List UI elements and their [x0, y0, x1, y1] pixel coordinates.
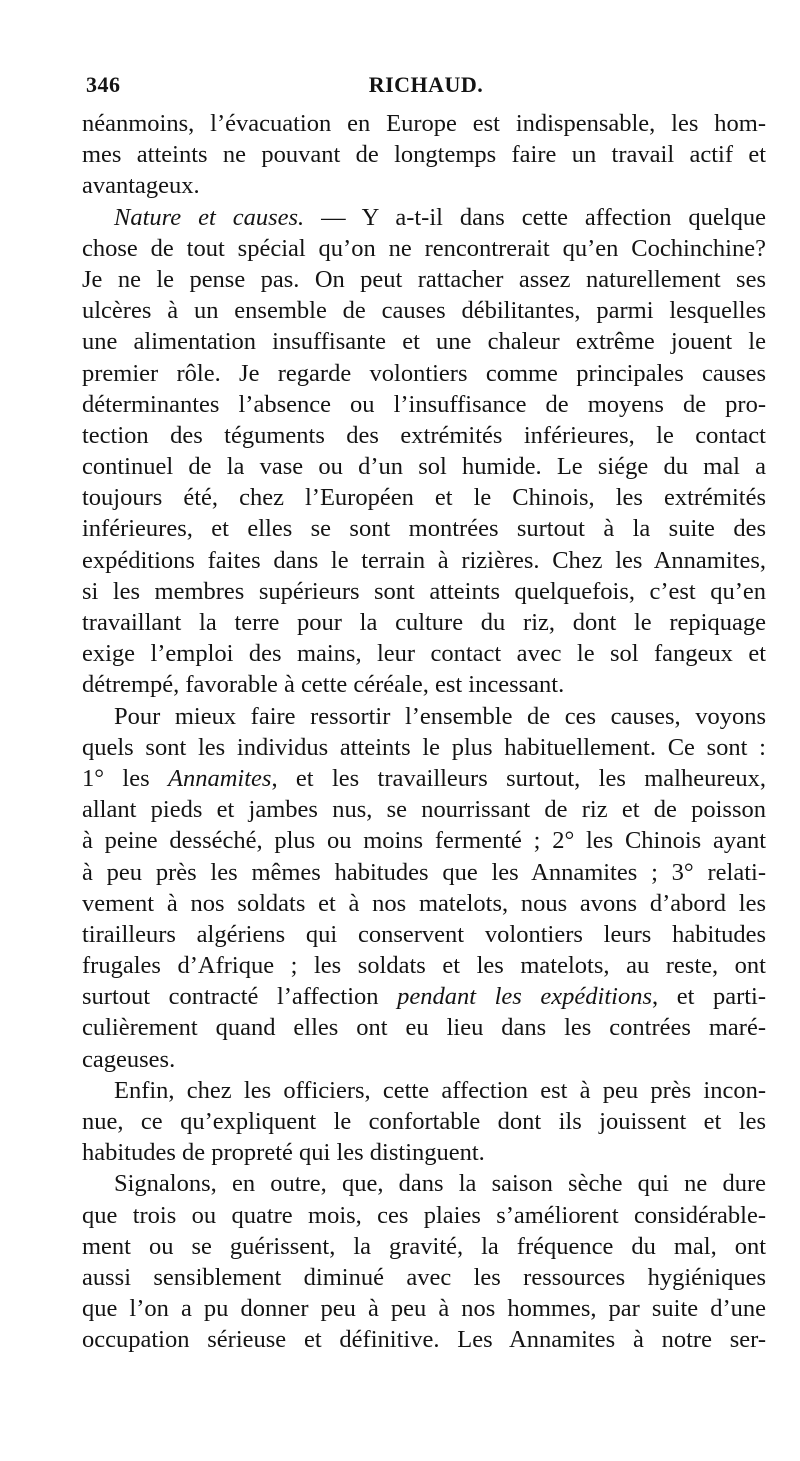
text-line — [82, 1044, 766, 1075]
text-line — [82, 1137, 766, 1168]
text-segment: mes atteints ne pouvant de longtemps faire un travail actif et — [82, 141, 766, 169]
page-number: 346 — [86, 72, 121, 97]
text-segment: habitudes de propreté qui les distinguent. — [82, 1139, 485, 1167]
text-segment: Pour mieux faire ressortir l’ensemble de ces causes, voyons — [114, 702, 766, 730]
text-segment: vement à nos soldats et à nos matelots, nous avons d’abord les — [82, 889, 766, 917]
text-line — [82, 358, 766, 389]
text-segment: occupation sérieuse et définitive. Les Annamites à notre ser- — [82, 1326, 766, 1354]
text-segment: exige l’emploi des mains, leur contact avec le sol fangeux et — [82, 640, 766, 668]
text-line — [82, 545, 766, 576]
text-line — [82, 233, 766, 264]
text-segment: culièrement quand elles ont eu lieu dans les contrées maré- — [82, 1014, 766, 1042]
text-segment: si les membres supérieurs sont atteints quelquefois, c’est qu’en — [82, 577, 766, 605]
text-segment: à peu près les mêmes habitudes que les Annamites ; 3° relati- — [82, 858, 766, 886]
text-line — [82, 108, 766, 139]
text-line — [82, 139, 766, 170]
text-segment: , et parti- — [652, 983, 766, 1011]
text-line — [82, 1075, 766, 1106]
text-segment: surtout contracté l’affection — [82, 983, 398, 1011]
text-line — [82, 888, 766, 919]
text-line — [82, 825, 766, 856]
text-segment: premier rôle. Je regarde volontiers comme principales causes — [82, 359, 766, 387]
text-line — [82, 919, 766, 950]
text-line — [82, 420, 766, 451]
text-line — [82, 638, 766, 669]
text-line — [82, 170, 766, 201]
text-line — [82, 950, 766, 981]
italic-text: Annamites — [168, 764, 272, 792]
text-line — [82, 701, 766, 732]
text-segment: — Y a-t-il dans cette affection quelque — [304, 203, 766, 231]
text-segment: 1° les — [82, 764, 168, 792]
text-line — [82, 794, 766, 825]
text-line — [82, 295, 766, 326]
text-line — [82, 264, 766, 295]
text-line — [82, 451, 766, 482]
text-line — [82, 576, 766, 607]
text-segment: Enfin, chez les officiers, cette affection est à peu près incon- — [114, 1076, 766, 1104]
italic-text: Nature et causes. — [114, 203, 305, 231]
text-segment: une alimentation insuffisante et une chaleur extrême jouent le — [82, 328, 766, 356]
text-line — [82, 981, 766, 1012]
text-segment: travaillant la terre pour la culture du riz, dont le repiquage — [82, 609, 766, 636]
text-line — [82, 607, 766, 638]
text-segment: Je ne le pense pas. On peut rattacher assez naturellement ses — [82, 265, 766, 293]
text-segment: néanmoins, l’évacuation en Europe est indispensable, les hom- — [82, 110, 766, 137]
text-segment: déterminantes l’absence ou l’insuffisance de moyens de pro- — [82, 390, 766, 418]
text-segment: que l’on a pu donner peu à peu à nos hommes, par suite d’une — [82, 1295, 766, 1323]
text-line — [82, 763, 766, 794]
text-segment: continuel de la vase ou d’un sol humide. Le siége du mal a — [82, 453, 766, 481]
text-line — [82, 202, 766, 233]
text-line — [82, 513, 766, 544]
text-segment: chose de tout spécial qu’on ne rencontrerait qu’en Cochinchine? — [82, 234, 766, 262]
text-segment: nue, ce qu’expliquent le confortable dont ils jouissent et les — [82, 1108, 766, 1135]
italic-text: pendant les expéditions — [397, 983, 652, 1011]
running-title: RICHAUD. — [368, 72, 484, 97]
text-segment: cageuses. — [82, 1045, 176, 1073]
text-segment: , et les travailleurs surtout, les malheureux, — [271, 764, 766, 792]
text-segment: à peine desséché, plus ou moins fermenté ; 2° les Chinois ayant — [82, 827, 766, 855]
text-line — [82, 389, 766, 420]
text-line — [82, 1168, 766, 1199]
text-line — [82, 1231, 766, 1262]
running-head — [86, 72, 766, 102]
text-segment: ment ou se guérissent, la gravité, la fréquence du mal, ont — [82, 1232, 766, 1260]
text-segment: quels sont les individus atteints le plus habituellement. Ce sont : — [82, 733, 766, 761]
text-segment: inférieures, et elles se sont montrées surtout à la suite des — [82, 515, 766, 543]
text-segment: tirailleurs algériens qui conservent volontiers leurs habitudes — [82, 920, 766, 948]
text-line — [82, 1012, 766, 1043]
text-segment: ulcères à un ensemble de causes débilitantes, parmi lesquelles — [82, 297, 766, 325]
text-segment: détrempé, favorable à cette céréale, est incessant. — [82, 671, 565, 699]
text-line — [82, 732, 766, 763]
text-line — [82, 1324, 766, 1355]
text-line — [82, 482, 766, 513]
text-line — [82, 326, 766, 357]
text-segment: allant pieds et jambes nus, se nourrissant de riz et de poisson — [82, 796, 766, 824]
body-text — [82, 108, 766, 1356]
text-segment: tection des téguments des extrémités inférieures, le contact — [82, 421, 766, 449]
text-segment: toujours été, chez l’Européen et le Chinois, les extrémités — [82, 484, 766, 512]
text-segment: expéditions faites dans le terrain à rizières. Chez les Annamites, — [82, 546, 766, 574]
text-line — [82, 1262, 766, 1293]
text-line — [82, 857, 766, 888]
text-line — [82, 1293, 766, 1324]
text-line — [82, 669, 766, 700]
text-segment: avantageux. — [82, 172, 200, 200]
text-segment: que trois ou quatre mois, ces plaies s’améliorent considérable- — [82, 1201, 766, 1229]
text-segment: aussi sensiblement diminué avec les ressources hygiéniques — [82, 1263, 766, 1291]
text-line — [82, 1200, 766, 1231]
text-segment: frugales d’Afrique ; les soldats et les matelots, au reste, ont — [82, 952, 766, 980]
text-line — [82, 1106, 766, 1137]
text-segment: Signalons, en outre, que, dans la saison sèche qui ne dure — [114, 1170, 766, 1198]
